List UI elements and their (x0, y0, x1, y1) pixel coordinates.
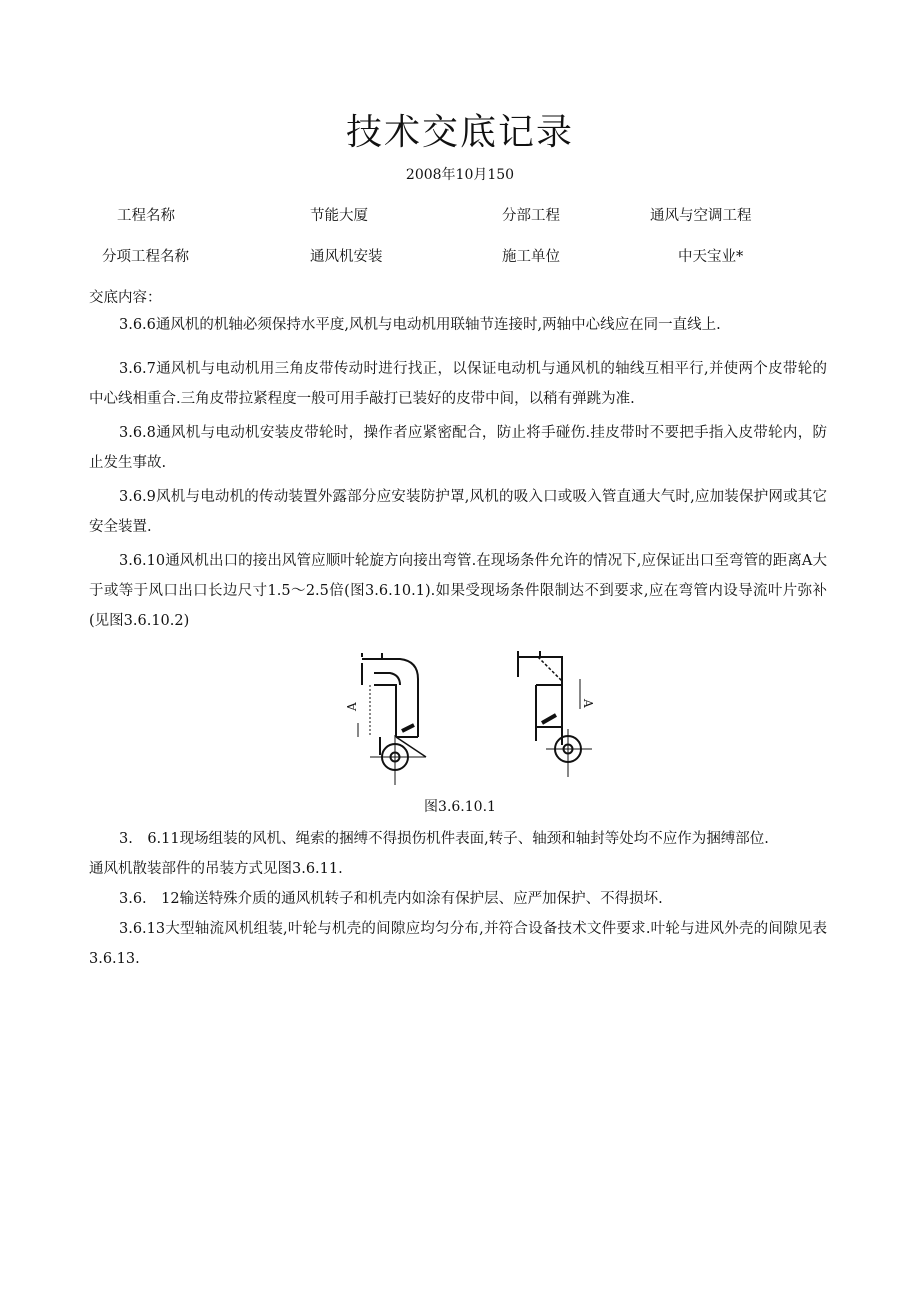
project-name-label: 工程名称 (117, 208, 175, 224)
project-name-value: 节能大厦 (310, 208, 368, 224)
contractor-value: 中天宝业* (678, 249, 744, 265)
dimension-a-label-left: A (345, 702, 359, 711)
paragraph-3-6-6 (89, 310, 827, 340)
division-value: 通风与空调工程 (650, 208, 752, 224)
paragraph-text: 3.6.7通风机与电动机用三角皮带传动时进行找正，以保证电动机与通风机的轴线互相平行,并使两个皮带轮的中心线相重合.三角皮带拉紧程度一般可用手敲打已装好的皮带中间，以稍有弹跳为准. (89, 361, 827, 407)
paragraph-3-6-8 (89, 418, 827, 478)
paragraph-text: 3.6.8通风机与电动机安装皮带轮时，操作者应紧密配合，防止将手碰伤.挂皮带时不要把手指入皮带轮内，防止发生事故. (89, 425, 827, 471)
paragraph-text: 3.6. 12输送特殊介质的通风机转子和机壳内如涂有保护层、应严加保护、不得损坏. (119, 891, 663, 907)
document-date: 2008年10月150 (405, 167, 515, 183)
paragraph-text: 3. 6.11现场组装的风机、绳索的捆缚不得损伤机件表面,转子、轴颈和轴封等处均不应作为捆缚部位. (119, 831, 769, 847)
paragraph-3-6-7 (89, 354, 827, 414)
contractor-label: 施工单位 (502, 249, 560, 265)
page-title: 技术交底记录 (345, 112, 574, 153)
subproject-name-value: 通风机安装 (310, 249, 383, 265)
paragraph-3-6-11-cont (89, 854, 827, 884)
paragraph-3-6-9 (89, 482, 827, 542)
paragraph-text: 3.6.13大型轴流风机组装,叶轮与机壳的间隙应均匀分布,并符合设备技术文件要求.叶轮与进风外壳的间隙见表3.6.13. (89, 921, 827, 967)
figure-caption: 图3.6.10.1 (424, 799, 496, 815)
paragraph-3-6-13 (89, 914, 827, 974)
division-label: 分部工程 (502, 208, 560, 224)
paragraph-text: 通风机散装部件的吊装方式见图3.6.11. (89, 861, 343, 877)
paragraph-3-6-12 (89, 884, 827, 914)
paragraph-3-6-10 (89, 546, 827, 636)
content-label: 交底内容： (89, 290, 162, 306)
fan-outlet-elbow-figure (340, 645, 600, 795)
paragraph-3-6-11 (89, 824, 827, 854)
paragraph-text: 3.6.10通风机出口的接出风管应顺叶轮旋方向接出弯管.在现场条件允许的情况下,应保证出口至弯管的距离A大于或等于风口出口长边尺寸1.5～2.5倍(图3.6.10.1).如果受现场条件限制达不到要求,应在弯管内设导流叶片弥补(见图3.6.10.2) (89, 553, 827, 629)
dimension-a-label-right: A (581, 699, 595, 708)
subproject-name-label: 分项工程名称 (102, 249, 189, 265)
paragraph-text: 3.6.6通风机的机轴必须保持水平度,风机与电动机用联轴节连接时,两轴中心线应在同一直线上. (119, 317, 721, 333)
paragraph-text: 3.6.9风机与电动机的传动装置外露部分应安装防护罩,风机的吸入口或吸入管直通大气时,应加装保护网或其它安全装置. (89, 489, 827, 535)
